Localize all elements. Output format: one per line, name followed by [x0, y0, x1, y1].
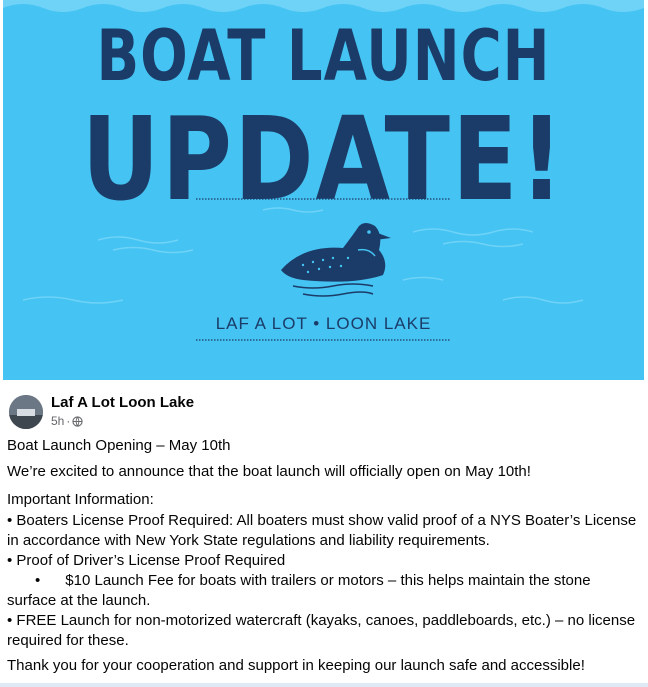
bullet-free-launch: • FREE Launch for non-motorized watercraft (kayaks, canoes, paddleboards, etc.) – no license required for these. [7, 612, 636, 649]
top-wave [3, 0, 644, 12]
post-title: Boat Launch Opening – May 10th [7, 437, 231, 454]
meta-separator: · [66, 414, 71, 428]
globe-icon[interactable] [72, 416, 83, 427]
post-time[interactable]: 5h [51, 414, 65, 428]
bullet-launch-fee [7, 571, 643, 611]
post-meta [51, 414, 83, 428]
important-header: Important Information: [7, 491, 154, 508]
bullet-marker: • [35, 572, 41, 589]
avatar-image [9, 395, 43, 429]
page-name-link[interactable]: Laf A Lot Loon Lake [51, 394, 195, 411]
post-intro: We’re excited to announce that the boat launch will officially open on May 10th! [7, 463, 531, 480]
bottom-bar [0, 683, 648, 687]
bullet-drivers-license: • Proof of Driver’s License Proof Required [7, 552, 286, 569]
loon-icon [281, 223, 391, 296]
bullet-boaters-license: • Boaters License Proof Required: All boaters must show valid proof of a NYS Boater’s License in accordance with New York State regulations and liability requirements. [7, 512, 637, 549]
headline-line-2: UPDATE! [81, 92, 566, 227]
post-closing: Thank you for your cooperation and support in keeping our launch safe and accessible! [7, 657, 585, 674]
avatar[interactable] [9, 395, 43, 429]
headline-line-1: BOAT LAUNCH [96, 16, 551, 98]
bullet-launch-fee-text: $10 Launch Fee for boats with trailers or motors – this helps maintain the stone surface at the launch. [7, 572, 591, 609]
post-image[interactable] [3, 0, 644, 380]
lake-name-caption: LAF A LOT • LOON LAKE [215, 314, 432, 333]
